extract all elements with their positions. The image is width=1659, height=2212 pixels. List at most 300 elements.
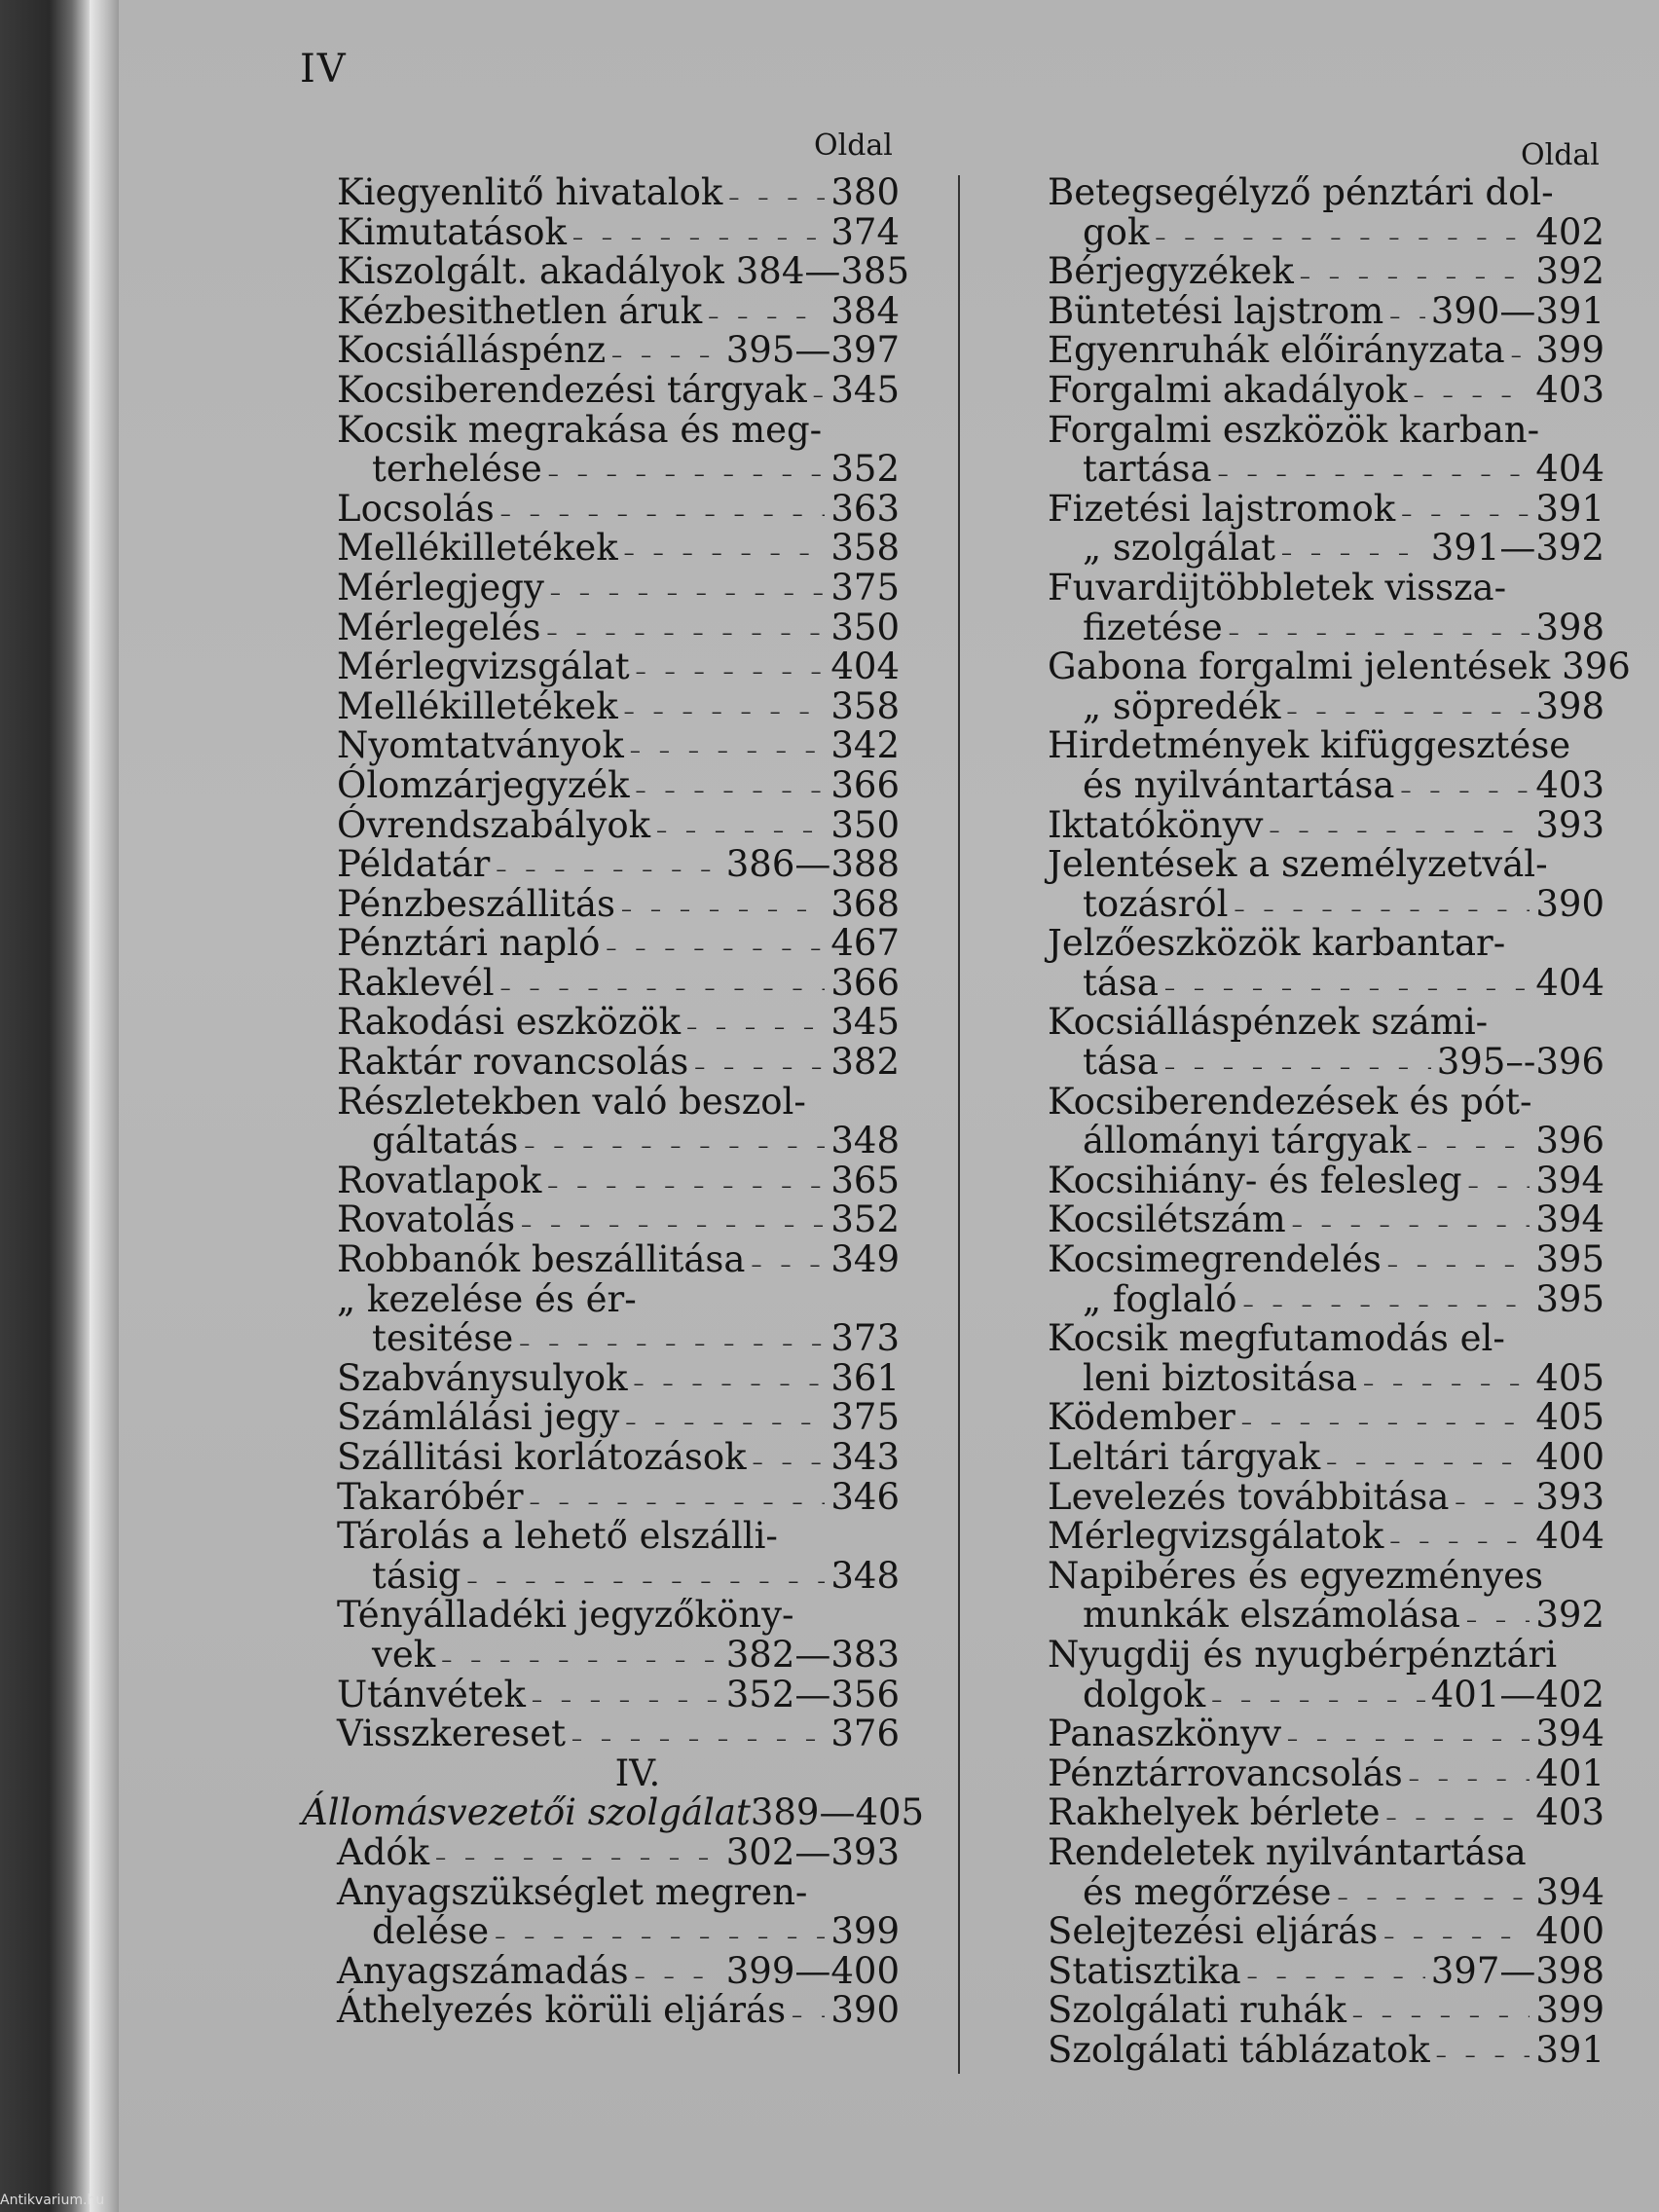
right-index-column <box>1048 171 1631 2071</box>
index-entry <box>337 1949 900 1992</box>
entry-title: Mérlegvizsgálatok <box>1048 1515 1384 1558</box>
entry-page: 467 <box>830 922 900 965</box>
entry-page: 400 <box>1535 1436 1604 1478</box>
index-entry <box>1048 1793 1604 1833</box>
section-title: IV. <box>614 1751 661 1794</box>
entry-page: 375 <box>830 566 900 608</box>
entry-page: 363 <box>830 487 900 530</box>
index-entry <box>337 1554 900 1597</box>
entry-page: 348 <box>830 1120 900 1162</box>
index-entry <box>337 1912 900 1952</box>
entry-title: Bérjegyzékek <box>1048 250 1294 293</box>
index-entry <box>1048 450 1604 490</box>
index-entry <box>1048 1438 1604 1478</box>
index-entry <box>1048 763 1604 806</box>
entry-title: Jelzőeszközök karbantar- <box>1048 922 1506 965</box>
entry-title: Mérlegvizsgálat <box>337 645 630 688</box>
index-entry <box>1048 529 1604 569</box>
entry-title: Jelentések a személyzetvál- <box>1048 843 1548 886</box>
entry-title: Rakodási eszközök <box>337 1001 682 1044</box>
entry-title: Fuvardijtöbbletek vissza- <box>1048 566 1507 608</box>
entry-page: 391 <box>1535 487 1604 530</box>
section-heading-row <box>302 1791 925 1834</box>
leader-dots <box>624 693 826 733</box>
entry-title: „ kezelése és ér- <box>337 1277 637 1320</box>
index-entry <box>337 1991 900 2031</box>
entry-page: 399—400 <box>725 1949 900 1992</box>
leader-dots <box>636 772 826 812</box>
leader-dots <box>686 1009 825 1049</box>
entry-title: Szabványsulyok <box>337 1356 628 1399</box>
index-entry <box>1048 1751 1604 1794</box>
entry-page: 399 <box>830 1910 900 1953</box>
index-entry <box>1048 608 1604 648</box>
entry-title: Mérlegelés <box>337 606 541 648</box>
index-entry <box>1048 487 1604 530</box>
entry-page: 349 <box>830 1238 900 1281</box>
index-entry <box>337 250 909 293</box>
entry-title: gok <box>1083 210 1150 253</box>
entry-title: Statisztika <box>1048 1949 1241 1992</box>
index-entry <box>1048 1633 1604 1676</box>
left-index-list <box>337 171 909 1755</box>
entry-title: Tényálladéki jegyzőköny- <box>337 1594 794 1637</box>
entry-title: Kézbesithetlen áruk <box>337 289 703 332</box>
entry-title: vek <box>372 1633 436 1676</box>
index-entry <box>1048 803 1604 846</box>
entry-page: 398 <box>1535 606 1604 648</box>
entry-page: 395 <box>1535 1277 1604 1320</box>
entry-page: 346 <box>830 1475 900 1518</box>
index-entry <box>1048 1554 1604 1597</box>
index-entry <box>1048 882 1604 925</box>
index-entry <box>337 647 900 687</box>
index-entry <box>337 1161 900 1201</box>
entry-page: 358 <box>830 527 900 570</box>
index-entry <box>1048 1949 1604 1992</box>
index-entry <box>337 289 900 332</box>
entry-title: Ólomzárjegyzék <box>337 763 630 806</box>
entry-page: 391—392 <box>1430 527 1604 570</box>
left-column-header: Oldal <box>814 129 893 163</box>
entry-title: Büntetési lajstrom <box>1048 289 1384 332</box>
entry-title: állományi tárgyak <box>1083 1120 1412 1162</box>
index-entry <box>1048 1870 1604 1913</box>
entry-title: tása <box>1083 1041 1159 1084</box>
entry-title: Kimutatások <box>337 210 567 253</box>
entry-page: 348 <box>830 1554 900 1597</box>
entry-title: Visszkereset <box>337 1713 567 1755</box>
right-column-header: Oldal <box>1521 138 1600 172</box>
entry-page: 345 <box>830 1001 900 1044</box>
leader-dots <box>547 1167 825 1207</box>
entry-title: tozásról <box>1083 882 1229 925</box>
entry-page: 392 <box>1535 250 1604 293</box>
leader-dots <box>550 574 826 614</box>
entry-page: 394 <box>1535 1713 1604 1755</box>
index-entry <box>1048 1043 1604 1083</box>
entry-title: Nyomtatványok <box>337 724 624 767</box>
entry-title: Adók <box>337 1830 430 1873</box>
leader-dots <box>636 653 826 693</box>
leader-dots <box>1436 2037 1530 2077</box>
entry-title: Pénzbeszállitás <box>337 882 615 925</box>
entry-title: gáltatás <box>372 1120 519 1162</box>
index-entry <box>337 1080 900 1123</box>
index-entry <box>337 684 900 727</box>
index-entry <box>337 173 900 213</box>
entry-title: Áthelyezés körüli eljárás <box>337 1989 787 2032</box>
index-entry <box>1048 1122 1604 1161</box>
entry-title: Robbanók beszállitása <box>337 1238 746 1281</box>
leader-dots <box>630 732 826 772</box>
entry-title: és nyilvántartása <box>1083 763 1395 806</box>
entry-page: 386—388 <box>725 843 900 886</box>
section-heading-text: Állomásvezetői szolgálat <box>302 1791 751 1834</box>
entry-page: 404 <box>830 645 900 688</box>
index-entry <box>337 1122 900 1161</box>
entry-page: 384—385 <box>735 250 909 293</box>
entry-title: Levelezés továbbitása <box>1048 1475 1450 1518</box>
leader-dots <box>1511 337 1530 377</box>
entry-title: Forgalmi akadályok <box>1048 368 1408 411</box>
entry-title: „ szolgálat <box>1083 527 1276 570</box>
entry-page: 365 <box>830 1159 900 1201</box>
index-entry <box>1048 1398 1604 1438</box>
index-entry <box>337 450 900 490</box>
index-entry <box>337 566 900 608</box>
entry-title: Hirdetmények kifüggesztése <box>1048 724 1571 767</box>
index-entry <box>1048 1596 1604 1636</box>
entry-title: Szolgálati ruhák <box>1048 1989 1346 2032</box>
index-entry <box>1048 2028 1604 2071</box>
index-entry <box>1048 210 1604 253</box>
entry-page: 395–-396 <box>1436 1041 1604 1084</box>
entry-page: 376 <box>830 1713 900 1755</box>
entry-title: Napibéres és egyezményes <box>1048 1554 1543 1597</box>
index-entry <box>1048 1080 1604 1123</box>
entry-page: 350 <box>830 606 900 648</box>
entry-page: 342 <box>830 724 900 767</box>
leader-dots <box>753 1444 826 1484</box>
index-entry <box>1048 726 1604 766</box>
left-index-list-after <box>337 1830 900 2032</box>
entry-title: Ködember <box>1048 1396 1235 1439</box>
index-entry <box>337 763 900 806</box>
entry-title: Kocsiberendezések és pót- <box>1048 1080 1532 1123</box>
index-entry <box>1048 331 1604 371</box>
entry-page: 366 <box>830 961 900 1004</box>
entry-title: Óvrendszabályok <box>337 803 651 846</box>
index-entry <box>1048 1991 1604 2031</box>
leader-dots <box>1400 772 1530 812</box>
index-entry <box>337 961 900 1004</box>
index-entry <box>1048 924 1604 964</box>
index-entry <box>1048 1912 1604 1952</box>
index-entry <box>1048 1673 1604 1715</box>
index-entry <box>1048 252 1604 292</box>
index-entry <box>1048 408 1604 451</box>
leader-dots <box>548 456 826 496</box>
entry-page: 405 <box>1535 1356 1604 1399</box>
entry-title: Locsolás <box>337 487 495 530</box>
index-entry <box>337 1277 900 1320</box>
index-entry <box>1048 566 1604 608</box>
right-index-list <box>1048 171 1631 2071</box>
entry-title: Rovatolás <box>337 1198 516 1241</box>
entry-title: Pénztári napló <box>337 922 601 965</box>
entry-page: 352—356 <box>725 1673 900 1715</box>
entry-page: 393 <box>1535 803 1604 846</box>
entry-title: tartása <box>1083 448 1212 491</box>
entry-page: 352 <box>830 448 900 491</box>
entry-page: 375 <box>830 1396 900 1439</box>
index-entry <box>337 1003 900 1043</box>
entry-title: „ foglaló <box>1083 1277 1237 1320</box>
leader-dots <box>606 930 825 970</box>
index-entry <box>1048 1240 1604 1280</box>
entry-title: Anyagszükséglet megren- <box>337 1870 808 1913</box>
entry-page: 398 <box>1535 684 1604 727</box>
leader-dots <box>1363 1365 1530 1405</box>
index-entry <box>1048 1003 1604 1043</box>
index-entry <box>337 924 900 964</box>
entry-title: Mérlegjegy <box>337 566 544 608</box>
entry-page: 397—398 <box>1430 1949 1604 1992</box>
entry-title: Utánvétek <box>337 1673 526 1715</box>
entry-page: 368 <box>830 882 900 925</box>
entry-page: 394 <box>1535 1870 1604 1913</box>
entry-title: Kocsihiány- és felesleg <box>1048 1159 1462 1201</box>
leader-dots <box>621 891 825 931</box>
index-entry <box>337 1319 900 1359</box>
entry-page: 402 <box>1535 210 1604 253</box>
leader-dots <box>571 1720 825 1760</box>
left-index-column <box>302 171 925 2032</box>
entry-title: „ söpredék <box>1083 684 1281 727</box>
index-entry <box>337 331 900 371</box>
entry-title: Mellékilletékek <box>337 684 618 727</box>
entry-page: 404 <box>1535 961 1604 1004</box>
entry-page: 380 <box>830 171 900 213</box>
entry-page: 361 <box>830 1356 900 1399</box>
entry-page: 401 <box>1535 1751 1604 1794</box>
entry-title: Példatár <box>337 843 491 886</box>
index-entry <box>1048 173 1604 213</box>
entry-title: Takaróbér <box>337 1475 524 1518</box>
entry-title: tása <box>1083 961 1159 1004</box>
index-entry <box>337 1633 900 1676</box>
entry-page: 391 <box>1535 2028 1604 2071</box>
entry-title: terhelése <box>372 448 542 491</box>
entry-title: munkák elszámolása <box>1083 1594 1460 1637</box>
entry-page: 401—402 <box>1430 1673 1604 1715</box>
entry-page: 404 <box>1535 448 1604 491</box>
index-entry <box>337 487 900 530</box>
entry-title: Betegsegélyző pénztári dol- <box>1048 171 1554 213</box>
index-entry <box>337 1673 900 1715</box>
entry-title: Raktár rovancsolás <box>337 1041 689 1084</box>
leader-dots <box>751 1246 825 1286</box>
index-entry <box>1048 289 1604 332</box>
entry-title: Leltári tárgyak <box>1048 1436 1321 1478</box>
entry-page: 396 <box>1562 645 1631 688</box>
entry-page: 394 <box>1535 1159 1604 1201</box>
index-entry <box>337 1356 900 1399</box>
entry-page: 403 <box>1535 368 1604 411</box>
entry-page: 343 <box>830 1436 900 1478</box>
entry-title: Rendeletek nyilvántartása <box>1048 1830 1527 1873</box>
leader-dots <box>1387 1246 1530 1286</box>
entry-title: Iktatókönyv <box>1048 803 1264 846</box>
entry-title: Kocsiálláspénz <box>337 329 607 372</box>
entry-title: és megőrzése <box>1083 1870 1332 1913</box>
column-divider <box>958 175 960 2074</box>
entry-title: Gabona forgalmi jelentések <box>1048 645 1551 688</box>
index-entry <box>337 882 900 925</box>
entry-page: 400 <box>1535 1910 1604 1953</box>
entry-page: 403 <box>1535 763 1604 806</box>
entry-title: Kocsiberendezési tárgyak <box>337 368 807 411</box>
index-entry <box>1048 1161 1604 1201</box>
index-entry <box>337 1517 900 1557</box>
entry-title: Forgalmi eszközök karban- <box>1048 408 1540 451</box>
entry-page: 352 <box>830 1198 900 1241</box>
index-entry <box>1048 1277 1604 1320</box>
index-entry <box>337 1438 900 1478</box>
entry-page: 390—391 <box>1430 289 1604 332</box>
index-entry <box>337 726 900 766</box>
entry-title: Számlálási jegy <box>337 1396 620 1439</box>
index-entry <box>337 1200 900 1240</box>
leader-dots <box>1455 1484 1530 1524</box>
entry-title: Kocsimegrendelés <box>1048 1238 1382 1281</box>
index-entry <box>337 529 900 569</box>
leader-dots <box>792 1997 825 2037</box>
entry-page: 403 <box>1535 1791 1604 1834</box>
entry-title: Pénztárrovancsolás <box>1048 1751 1403 1794</box>
index-entry <box>1048 1830 1604 1873</box>
index-entry <box>337 608 900 648</box>
leader-dots <box>524 1127 825 1167</box>
index-entry <box>337 1240 900 1280</box>
index-entry <box>337 1596 900 1636</box>
entry-page: 394 <box>1535 1198 1604 1241</box>
book-binding <box>0 0 90 2212</box>
entry-title: Szállitási korlátozások <box>337 1436 747 1478</box>
entry-page: 404 <box>1535 1515 1604 1558</box>
entry-title: delése <box>372 1910 490 1953</box>
entry-title: Fizetési lajstromok <box>1048 487 1396 530</box>
entry-title: Panaszkönyv <box>1048 1713 1281 1755</box>
entry-title: Rovatlapok <box>337 1159 542 1201</box>
entry-page: 358 <box>830 684 900 727</box>
entry-page: 350 <box>830 803 900 846</box>
index-entry <box>1048 684 1604 727</box>
index-entry <box>337 408 900 451</box>
index-entry <box>337 368 900 411</box>
entry-page: 399 <box>1535 329 1604 372</box>
entry-title: Kocsik megrakása és meg- <box>337 408 823 451</box>
entry-page: 382—383 <box>725 1633 900 1676</box>
entry-page: 373 <box>830 1317 900 1360</box>
page-edge <box>90 0 119 2212</box>
index-entry <box>337 845 900 885</box>
index-entry <box>1048 845 1604 885</box>
index-entry <box>337 210 900 253</box>
entry-title: Tárolás a lehető elszálli- <box>337 1515 778 1558</box>
index-entry <box>1048 1319 1604 1359</box>
entry-page: 390 <box>830 1989 900 2032</box>
leader-dots <box>624 535 826 574</box>
index-entry <box>1048 1356 1604 1399</box>
index-entry <box>337 1398 900 1438</box>
index-entry <box>337 1870 900 1913</box>
entry-title: Anyagszámadás <box>337 1949 629 1992</box>
entry-title: Szolgálati táblázatok <box>1048 2028 1430 2071</box>
entry-title: dolgok <box>1083 1673 1206 1715</box>
entry-title: Selejtezési eljárás <box>1048 1910 1379 1953</box>
watermark: Antikvarium.hu <box>0 2193 105 2208</box>
index-entry <box>1048 1517 1604 1557</box>
entry-page: 399 <box>1535 1989 1604 2032</box>
entry-page: 374 <box>830 210 900 253</box>
entry-title: leni biztositása <box>1083 1356 1358 1399</box>
entry-title: Egyenruhák előirányzata <box>1048 329 1505 372</box>
entry-title: Kiszolgált. akadályok <box>337 250 724 293</box>
index-entry <box>1048 961 1604 1004</box>
index-entry <box>1048 645 1631 688</box>
index-entry <box>337 1714 900 1754</box>
entry-title: Kocsiálláspénzek számi- <box>1048 1001 1489 1044</box>
entry-page: 382 <box>830 1041 900 1084</box>
entry-page: 302—393 <box>725 1830 900 1873</box>
entry-title: tásig <box>372 1554 461 1597</box>
entry-page: 395 <box>1535 1238 1604 1281</box>
entry-page: 396 <box>1535 1120 1604 1162</box>
entry-title: Kocsik megfutamodás el- <box>1048 1317 1505 1360</box>
entry-title: Nyugdij és nyugbérpénztári <box>1048 1633 1558 1676</box>
index-entry <box>337 803 900 846</box>
index-entry <box>337 1830 900 1873</box>
entry-page: 384 <box>830 289 900 332</box>
index-entry <box>1048 1200 1604 1240</box>
entry-page: 405 <box>1535 1396 1604 1439</box>
entry-title: tesitése <box>372 1317 514 1360</box>
index-entry <box>1048 1714 1604 1754</box>
leader-dots <box>728 179 825 219</box>
entry-title: fizetése <box>1083 606 1223 648</box>
entry-page: 345 <box>830 368 900 411</box>
page-number: IV <box>300 47 348 92</box>
section-heading-page: 389—405 <box>750 1791 925 1834</box>
entry-page: 393 <box>1535 1475 1604 1518</box>
entry-title: Mellékilletékek <box>337 527 618 570</box>
entry-page: 392 <box>1535 1594 1604 1637</box>
index-entry <box>337 1043 900 1083</box>
leader-dots <box>634 1365 826 1405</box>
entry-title: Kocsilétszám <box>1048 1198 1286 1241</box>
leader-dots <box>1468 1167 1530 1207</box>
index-entry <box>1048 1475 1604 1518</box>
index-entry <box>1048 368 1604 411</box>
entry-page: 390 <box>1535 882 1604 925</box>
index-entry <box>337 1475 900 1518</box>
entry-title: Részletekben való beszol- <box>337 1080 806 1123</box>
entry-title: Rakhelyek bérlete <box>1048 1791 1381 1834</box>
entry-title: Kiegyenlitő hivatalok <box>337 171 723 213</box>
entry-page: 395—397 <box>725 329 900 372</box>
